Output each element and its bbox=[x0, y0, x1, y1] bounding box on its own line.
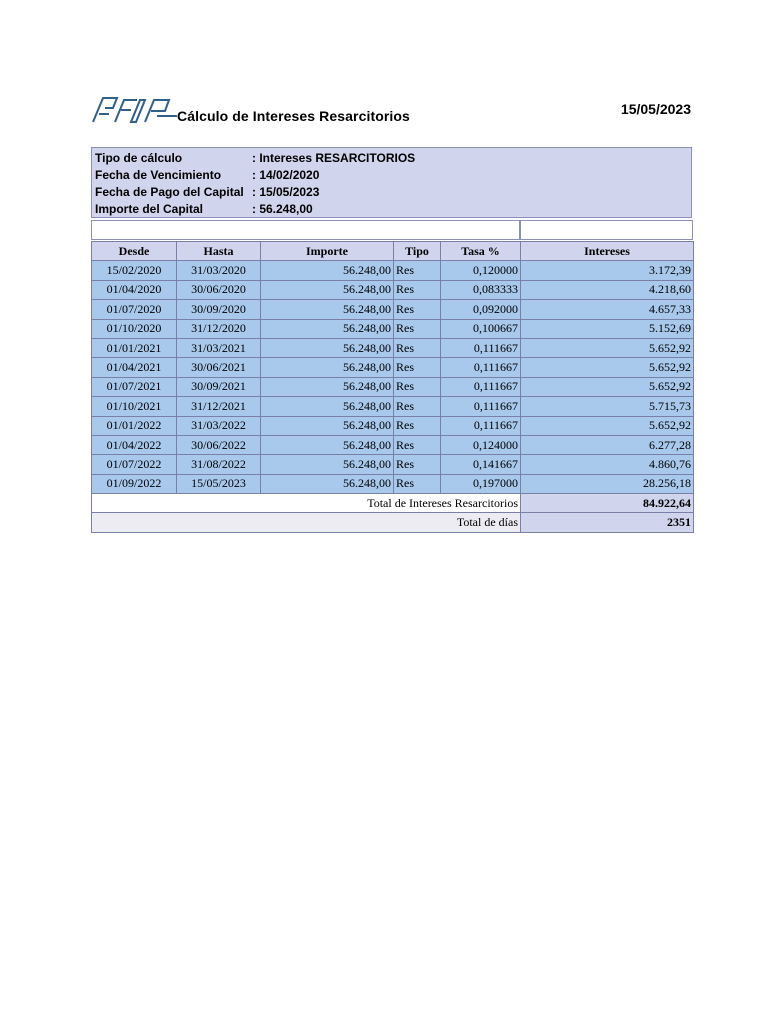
cell-hasta: 30/06/2022 bbox=[177, 435, 261, 454]
cell-importe: 56.248,00 bbox=[261, 300, 394, 319]
cell-tasa: 0,111667 bbox=[441, 377, 521, 396]
cell-importe: 56.248,00 bbox=[261, 280, 394, 299]
cell-intereses: 28.256,18 bbox=[521, 474, 694, 493]
cell-hasta: 31/12/2020 bbox=[177, 319, 261, 338]
cell-tipo: Res bbox=[394, 319, 441, 338]
cell-intereses: 4.218,60 bbox=[521, 280, 694, 299]
cell-tipo: Res bbox=[394, 435, 441, 454]
table-row bbox=[92, 474, 694, 493]
table-row bbox=[92, 416, 694, 435]
cell-desde: 01/09/2022 bbox=[92, 474, 177, 493]
cell-importe: 56.248,00 bbox=[261, 358, 394, 377]
cell-tipo: Res bbox=[394, 377, 441, 396]
cell-desde: 01/07/2020 bbox=[92, 300, 177, 319]
cell-importe: 56.248,00 bbox=[261, 416, 394, 435]
info-row-payment-date bbox=[95, 184, 691, 201]
cell-tipo: Res bbox=[394, 280, 441, 299]
cell-tipo: Res bbox=[394, 474, 441, 493]
cell-importe: 56.248,00 bbox=[261, 377, 394, 396]
info-row-calc-type bbox=[95, 150, 691, 167]
info-value: : 56.248,00 bbox=[252, 202, 313, 216]
cell-hasta: 30/09/2020 bbox=[177, 300, 261, 319]
table-row bbox=[92, 455, 694, 474]
info-label: Fecha de Vencimiento bbox=[95, 168, 222, 182]
cell-hasta: 30/06/2020 bbox=[177, 280, 261, 299]
cell-desde: 01/07/2022 bbox=[92, 455, 177, 474]
cell-tipo: Res bbox=[394, 261, 441, 280]
cell-tipo: Res bbox=[394, 455, 441, 474]
cell-intereses: 5.652,92 bbox=[521, 338, 694, 357]
table-row bbox=[92, 280, 694, 299]
col-header-desde: Desde bbox=[92, 242, 177, 261]
cell-intereses: 3.172,39 bbox=[521, 261, 694, 280]
cell-desde: 15/02/2020 bbox=[92, 261, 177, 280]
cell-desde: 01/07/2021 bbox=[92, 377, 177, 396]
cell-tipo: Res bbox=[394, 358, 441, 377]
cell-tasa: 0,120000 bbox=[441, 261, 521, 280]
cell-importe: 56.248,00 bbox=[261, 474, 394, 493]
table-row bbox=[92, 377, 694, 396]
blank-cell-right bbox=[520, 220, 693, 240]
table-header-row bbox=[92, 242, 694, 261]
cell-intereses: 5.652,92 bbox=[521, 377, 694, 396]
page-title: Cálculo de Intereses Resarcitorios bbox=[177, 108, 410, 124]
col-header-importe: Importe bbox=[261, 242, 394, 261]
cell-intereses: 4.657,33 bbox=[521, 300, 694, 319]
col-header-intereses: Intereses bbox=[521, 242, 694, 261]
col-header-hasta: Hasta bbox=[177, 242, 261, 261]
cell-desde: 01/01/2021 bbox=[92, 338, 177, 357]
table-row bbox=[92, 435, 694, 454]
col-header-tasa: Tasa % bbox=[441, 242, 521, 261]
total-interest-value: 84.922,64 bbox=[521, 494, 694, 513]
afip-logo bbox=[91, 96, 179, 124]
report-date: 15/05/2023 bbox=[620, 101, 691, 117]
cell-tasa: 0,111667 bbox=[441, 416, 521, 435]
total-days-label: Total de días bbox=[92, 513, 521, 532]
total-interest-label: Total de Intereses Resarcitorios bbox=[92, 494, 521, 513]
cell-intereses: 6.277,28 bbox=[521, 435, 694, 454]
total-days-value: 2351 bbox=[521, 513, 694, 532]
cell-desde: 01/04/2021 bbox=[92, 358, 177, 377]
total-interest-row bbox=[92, 494, 694, 513]
cell-desde: 01/10/2020 bbox=[92, 319, 177, 338]
table-row bbox=[92, 300, 694, 319]
cell-tasa: 0,100667 bbox=[441, 319, 521, 338]
cell-tasa: 0,111667 bbox=[441, 358, 521, 377]
cell-intereses: 5.652,92 bbox=[521, 358, 694, 377]
cell-tasa: 0,092000 bbox=[441, 300, 521, 319]
info-value: : Intereses RESARCITORIOS bbox=[252, 151, 416, 165]
cell-hasta: 30/09/2021 bbox=[177, 377, 261, 396]
cell-importe: 56.248,00 bbox=[261, 455, 394, 474]
cell-intereses: 5.715,73 bbox=[521, 397, 694, 416]
cell-hasta: 31/03/2020 bbox=[177, 261, 261, 280]
table-row bbox=[92, 358, 694, 377]
cell-tasa: 0,141667 bbox=[441, 455, 521, 474]
cell-tipo: Res bbox=[394, 300, 441, 319]
info-row-due-date bbox=[95, 167, 691, 184]
info-row-capital bbox=[95, 201, 691, 218]
cell-tasa: 0,124000 bbox=[441, 435, 521, 454]
cell-importe: 56.248,00 bbox=[261, 435, 394, 454]
cell-tasa: 0,111667 bbox=[441, 338, 521, 357]
info-value: : 15/05/2023 bbox=[252, 185, 320, 199]
cell-tasa: 0,111667 bbox=[441, 397, 521, 416]
cell-tasa: 0,197000 bbox=[441, 474, 521, 493]
cell-desde: 01/04/2022 bbox=[92, 435, 177, 454]
cell-tipo: Res bbox=[394, 338, 441, 357]
table-row bbox=[92, 261, 694, 280]
cell-importe: 56.248,00 bbox=[261, 319, 394, 338]
table-row bbox=[92, 338, 694, 357]
cell-intereses: 5.652,92 bbox=[521, 416, 694, 435]
table-row bbox=[92, 319, 694, 338]
cell-tasa: 0,083333 bbox=[441, 280, 521, 299]
info-label: Importe del Capital bbox=[95, 202, 204, 216]
interest-table bbox=[91, 241, 694, 533]
info-value: : 14/02/2020 bbox=[252, 168, 320, 182]
cell-hasta: 15/05/2023 bbox=[177, 474, 261, 493]
cell-intereses: 5.152,69 bbox=[521, 319, 694, 338]
cell-intereses: 4.860,76 bbox=[521, 455, 694, 474]
cell-hasta: 31/08/2022 bbox=[177, 455, 261, 474]
calculation-info-panel bbox=[91, 147, 692, 218]
info-label: Tipo de cálculo bbox=[95, 151, 183, 165]
col-header-tipo: Tipo bbox=[394, 242, 441, 261]
cell-hasta: 30/06/2021 bbox=[177, 358, 261, 377]
cell-hasta: 31/03/2021 bbox=[177, 338, 261, 357]
cell-tipo: Res bbox=[394, 416, 441, 435]
cell-tipo: Res bbox=[394, 397, 441, 416]
cell-importe: 56.248,00 bbox=[261, 397, 394, 416]
info-label: Fecha de Pago del Capital bbox=[95, 185, 244, 199]
total-days-row bbox=[92, 513, 694, 532]
cell-desde: 01/01/2022 bbox=[92, 416, 177, 435]
cell-hasta: 31/03/2022 bbox=[177, 416, 261, 435]
table-row bbox=[92, 397, 694, 416]
cell-importe: 56.248,00 bbox=[261, 261, 394, 280]
cell-desde: 01/10/2021 bbox=[92, 397, 177, 416]
cell-hasta: 31/12/2021 bbox=[177, 397, 261, 416]
cell-desde: 01/04/2020 bbox=[92, 280, 177, 299]
cell-importe: 56.248,00 bbox=[261, 338, 394, 357]
blank-cell-left bbox=[91, 220, 520, 240]
